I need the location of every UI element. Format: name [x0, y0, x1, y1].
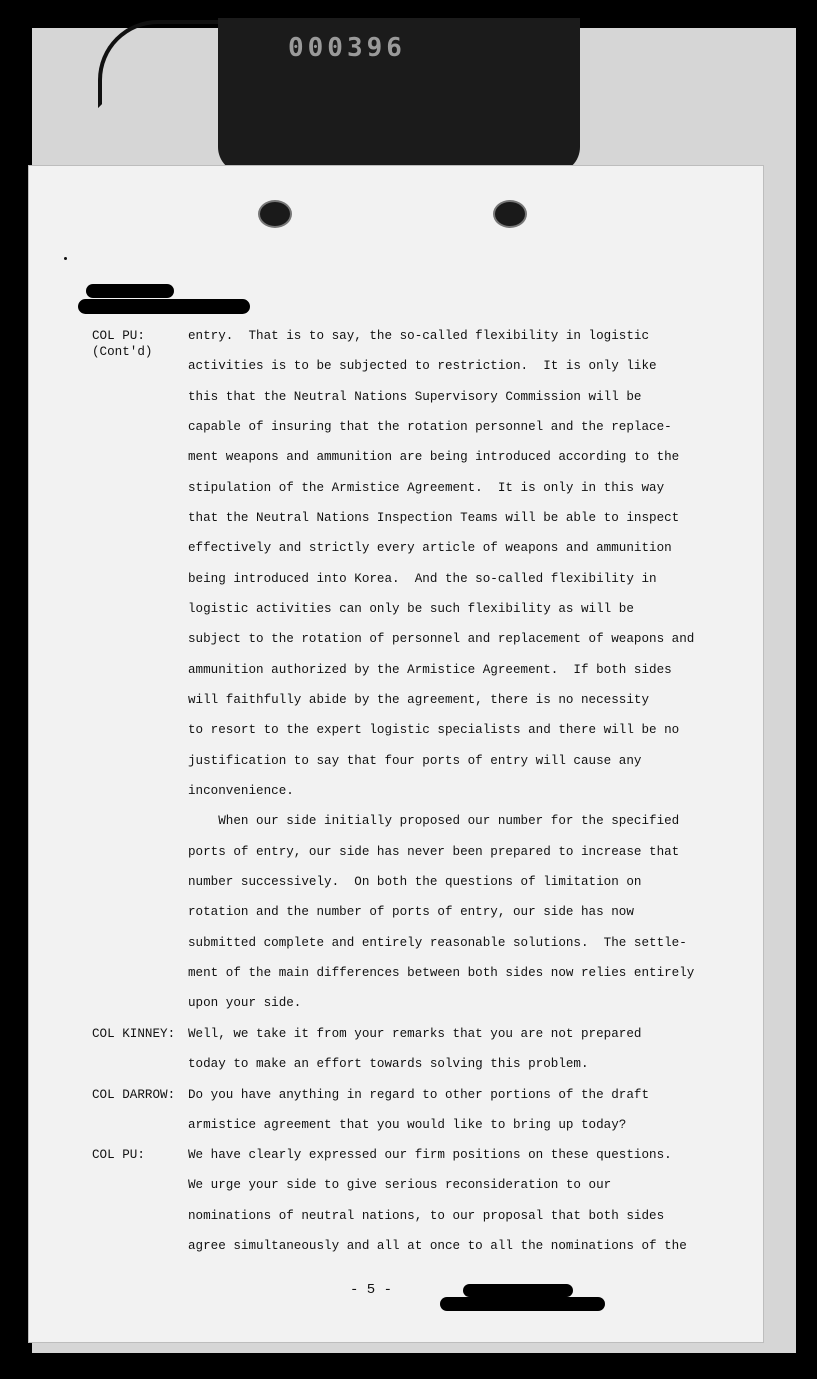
speaker-label: COL PU: — [92, 1148, 145, 1162]
clip-number-stamp: 000396 — [288, 33, 406, 63]
speaker-label: COL KINNEY: — [92, 1027, 176, 1041]
body-line: ports of entry, our side has never been prepared to increase that — [188, 845, 680, 859]
body-line: armistice agreement that you would like to bring up today? — [188, 1118, 627, 1132]
body-line: subject to the rotation of personnel and replacement of weapons and — [188, 632, 695, 646]
body-line: entry. That is to say, the so-called flexibility in logistic — [188, 329, 650, 343]
body-line: today to make an effort towards solving this problem. — [188, 1057, 589, 1071]
speaker-label: COL PU: (Cont'd) — [92, 329, 153, 359]
body-line: agree simultaneously and all at once to all the nominations of the — [188, 1239, 687, 1253]
body-line: inconvenience. — [188, 784, 294, 798]
body-line: rotation and the number of ports of entry, our side has now — [188, 905, 634, 919]
speaker-label: COL DARROW: — [92, 1088, 176, 1102]
body-line: logistic activities can only be such flexibility as will be — [188, 602, 634, 616]
body-line: ment weapons and ammunition are being introduced according to the — [188, 450, 680, 464]
body-line: this that the Neutral Nations Supervisory Commission will be — [188, 390, 642, 404]
body-line: submitted complete and entirely reasonable solutions. The settle- — [188, 936, 687, 950]
body-line: ment of the main differences between both sides now relies entirely — [188, 966, 695, 980]
redaction-bar-top-1 — [86, 284, 174, 298]
body-line: We urge your side to give serious reconsideration to our — [188, 1178, 612, 1192]
punch-hole-right — [493, 200, 527, 228]
body-line: nominations of neutral nations, to our proposal that both sides — [188, 1209, 665, 1223]
page-number: - 5 - — [350, 1282, 393, 1298]
punch-hole-left — [258, 200, 292, 228]
clip-wire — [98, 20, 236, 108]
body-line: upon your side. — [188, 996, 302, 1010]
body-line: that the Neutral Nations Inspection Teams will be able to inspect — [188, 511, 680, 525]
body-line: We have clearly expressed our firm positions on these questions. — [188, 1148, 672, 1162]
body-line: Do you have anything in regard to other portions of the draft — [188, 1088, 650, 1102]
redaction-bar-bottom-1 — [463, 1284, 573, 1297]
body-line: to resort to the expert logistic specialists and there will be no — [188, 723, 680, 737]
body-line: capable of insuring that the rotation personnel and the replace- — [188, 420, 672, 434]
body-line: justification to say that four ports of entry will cause any — [188, 754, 642, 768]
body-line: number successively. On both the questions of limitation on — [188, 875, 642, 889]
body-line: stipulation of the Armistice Agreement. It is only in this way — [188, 481, 665, 495]
body-line: effectively and strictly every article of weapons and ammunition — [188, 541, 672, 555]
body-line: activities is to be subjected to restriction. It is only like — [188, 359, 657, 373]
redaction-bar-top-2 — [78, 299, 250, 314]
body-line: will faithfully abide by the agreement, there is no necessity — [188, 693, 650, 707]
body-line: ammunition authorized by the Armistice Agreement. If both sides — [188, 663, 672, 677]
body-line: Well, we take it from your remarks that you are not prepared — [188, 1027, 642, 1041]
scan-speck — [64, 257, 67, 260]
body-line: being introduced into Korea. And the so-called flexibility in — [188, 572, 657, 586]
redaction-bar-bottom-2 — [440, 1297, 605, 1311]
body-line: When our side initially proposed our number for the specified — [188, 814, 680, 828]
